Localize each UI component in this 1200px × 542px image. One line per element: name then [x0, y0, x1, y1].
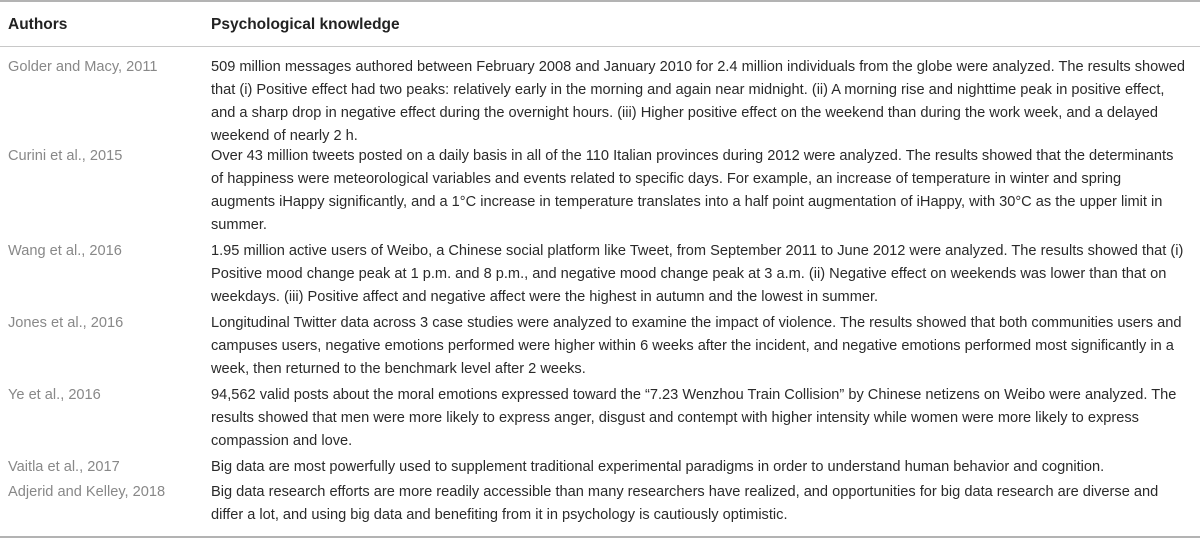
author-cell: Vaitla et al., 2017 [8, 459, 120, 475]
table-bottom-rule [0, 536, 1200, 538]
author-cell: Curini et al., 2015 [8, 148, 123, 164]
table-row [0, 240, 1200, 310]
header-psychological-knowledge: Psychological knowledge [211, 16, 400, 33]
table-body [0, 56, 1200, 529]
table-row [0, 312, 1200, 382]
knowledge-cell: Longitudinal Twitter data across 3 case studies were analyzed to examine the impact of violence. The results showed that both communities users and campuses users, negative emotions performed were higher within 6 weeks after the incident, and negative emotions performed most significantly in a week, then returned to the benchmark level after 2 weeks. [211, 315, 1182, 377]
table-header-row [0, 12, 1200, 40]
knowledge-cell: 94,562 valid posts about the moral emotions expressed toward the “7.23 Wenzhou Train Collision” by Chinese netizens on Weibo were analyzed. The results showed that men were more likely to express anger, disgust and contempt with higher intensity while women were more likely to express compassion and love. [211, 387, 1177, 449]
table-row [0, 384, 1200, 454]
table-header-rule [0, 46, 1200, 47]
header-authors: Authors [8, 16, 68, 33]
knowledge-cell: Big data research efforts are more readily accessible than many researchers have realized, and opportunities for big data research are diverse and differ a lot, and using big data and benefiting from it in psychology is cautiously optimistic. [211, 484, 1159, 523]
table-row [0, 145, 1200, 238]
table-row [0, 481, 1200, 527]
knowledge-cell: Over 43 million tweets posted on a daily basis in all of the 110 Italian provinces during 2012 were analyzed. The results showed that the determinants of happiness were meteorological variables and events related to specific days. For example, an increase of temperature in winter and spring augments iHappy significantly, and a 1°C increase in temperature translates into a half point augmentation of iHappy, with 30°C as the upper limit in summer. [211, 148, 1174, 233]
author-cell: Wang et al., 2016 [8, 243, 122, 259]
author-cell: Golder and Macy, 2011 [8, 59, 158, 75]
author-cell: Jones et al., 2016 [8, 315, 124, 331]
knowledge-cell: Big data are most powerfully used to supplement traditional experimental paradigms in order to understand human behavior and cognition. [211, 459, 1105, 475]
table-row [0, 456, 1200, 479]
knowledge-cell: 1.95 million active users of Weibo, a Chinese social platform like Tweet, from September 2011 to June 2012 were analyzed. The results showed that (i) Positive mood change peak at 1 p.m. and 8 p.m., and negative mood change peak at 3 a.m. (ii) Negative effect on weekends was lower than that on weekdays. (iii) Positive affect and negative affect were the highest in autumn and the lowest in summer. [211, 243, 1184, 305]
author-cell: Adjerid and Kelley, 2018 [8, 484, 166, 500]
author-cell: Ye et al., 2016 [8, 387, 101, 403]
knowledge-cell: 509 million messages authored between February 2008 and January 2010 for 2.4 million individuals from the globe were analyzed. The results showed that (i) Positive effect had two peaks: relatively early in the morning and again near midnight. (ii) A morning rise and nighttime peak in positive effect, and a sharp drop in negative effect during the overnight hours. (iii) Higher positive effect on the weekend than during the work week, and a delayed weekend of nearly 2 h. [211, 59, 1186, 144]
table-top-rule [0, 0, 1200, 2]
table-row [0, 56, 1200, 143]
